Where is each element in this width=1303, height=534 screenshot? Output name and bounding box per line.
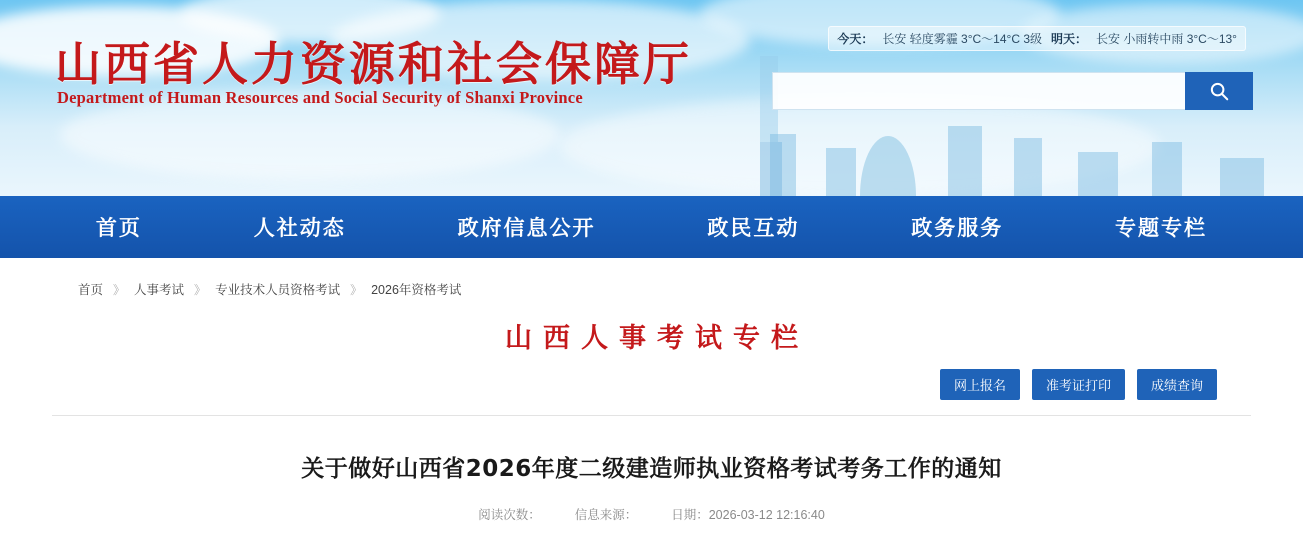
weather-tomorrow-text: 长安 小雨转中雨 3°C～13° <box>1096 32 1237 46</box>
nav-item-services[interactable]: 政务服务 <box>911 216 1004 240</box>
nav-item-home[interactable]: 首页 <box>95 216 142 240</box>
nav-item-interaction[interactable]: 政民互动 <box>707 216 800 240</box>
online-registration-button[interactable]: 网上报名 <box>940 369 1020 400</box>
breadcrumb-item-exams[interactable]: 人事考试 <box>134 283 185 297</box>
breadcrumb-separator-icon: 》 <box>350 282 362 297</box>
site-banner <box>0 0 1303 196</box>
article-title: 关于做好山西省2026年度二级建造师执业资格考试考务工作的通知 <box>301 456 1002 482</box>
page-content <box>0 258 1303 523</box>
article-date-value: 2026-03-12 12:16:40 <box>708 508 825 522</box>
site-logo-chinese: 山西省人力资源和社会保障厅 <box>55 37 692 91</box>
search-icon <box>1208 80 1230 102</box>
nav-item-topics[interactable]: 专题专栏 <box>1115 216 1208 240</box>
admission-ticket-print-button[interactable]: 准考证打印 <box>1032 369 1125 400</box>
article-date-label: 日期： <box>671 508 709 522</box>
column-action-buttons <box>0 367 1303 401</box>
article-source-label: 信息来源： <box>574 508 638 522</box>
site-logo-english: Department of Human Resources and Social Security of Shanxi Province <box>57 88 583 107</box>
article-meta <box>0 505 1303 523</box>
nav-item-news[interactable]: 人社动态 <box>253 216 346 240</box>
section-divider <box>52 415 1251 416</box>
weather-tomorrow-label: 明天： <box>1051 32 1088 46</box>
breadcrumb-item-prof[interactable]: 专业技术人员资格考试 <box>215 283 341 297</box>
main-navigation <box>0 196 1303 258</box>
weather-today-text: 长安 轻度雾霾 3°C～14°C 3级 <box>882 32 1043 46</box>
weather-today-label: 今天： <box>837 32 874 46</box>
search-input[interactable] <box>772 72 1185 110</box>
article-date <box>671 505 825 523</box>
article-views-label: 阅读次数： <box>478 508 541 522</box>
breadcrumb-separator-icon: 》 <box>113 282 125 297</box>
breadcrumb-separator-icon: 》 <box>194 282 206 297</box>
breadcrumb-item-home[interactable]: 首页 <box>78 283 104 297</box>
breadcrumb <box>0 258 1303 298</box>
search-button[interactable] <box>1185 72 1253 110</box>
nav-item-disclosure[interactable]: 政府信息公开 <box>457 216 596 240</box>
breadcrumb-item-year2026[interactable]: 2026年资格考试 <box>371 283 462 297</box>
column-title: 山西人事考试专栏 <box>505 323 809 354</box>
score-query-button[interactable]: 成绩查询 <box>1137 369 1217 400</box>
weather-widget <box>828 26 1246 51</box>
search-box <box>772 72 1253 110</box>
